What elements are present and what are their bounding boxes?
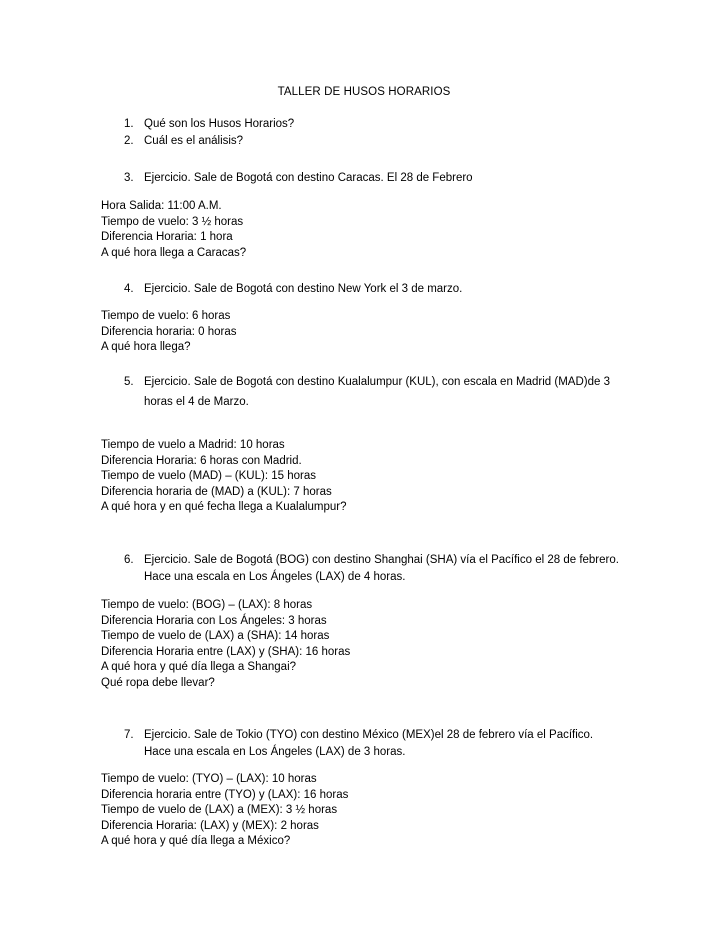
list-number: 7. [124,729,134,741]
detail-line: Tiempo de vuelo de (LAX) a (MEX): 3 ½ horas [101,804,338,816]
detail-line: Tiempo de vuelo de (LAX) a (SHA): 14 horas [101,630,330,642]
detail-line: Diferencia horaria entre (TYO) y (LAX): 16 horas [101,788,349,801]
detail-line: Tiempo de vuelo: 3 ½ horas [101,215,244,228]
detail-line: A qué hora y en qué fecha llega a Kualalumpur? [101,501,347,513]
detail-line: Qué ropa debe llevar? [101,676,215,689]
list-text-continued: Hace una escala en Los Ángeles (LAX) de 3 horas. [144,746,406,758]
exercise-5-details [101,438,347,516]
list-number: 5. [124,376,134,388]
detail-line: Hora Salida: 11:00 A.M. [101,200,222,212]
list-text: Ejercicio. Sale de Tokio (TYO) con destino México (MEX)el 28 de febrero vía el Pacífico. [144,729,594,741]
exercise-3-details [101,199,246,261]
detail-line: Tiempo de vuelo: (BOG) – (LAX): 8 horas [101,599,313,611]
list-text: Ejercicio. Sale de Bogotá con destino Caracas. El 28 de Febrero [144,172,473,184]
exercise-6-details [101,598,350,691]
list-text: Ejercicio. Sale de Bogotá con destino New York el 3 de marzo. [144,283,463,295]
list-number: 3. [124,172,134,184]
list-text-continued: horas el 4 de Marzo. [144,396,249,408]
detail-line: Tiempo de vuelo: 6 horas [101,310,231,322]
detail-line: Diferencia Horaria: 6 horas con Madrid. [101,454,302,467]
detail-line: Diferencia Horaria con Los Ángeles: 3 horas [101,614,327,627]
detail-line: A qué hora llega a Caracas? [101,246,247,259]
detail-line: Tiempo de vuelo a Madrid: 10 horas [101,439,285,451]
detail-line: Diferencia Horaria: (LAX) y (MEX): 2 horas [101,819,319,832]
list-text-continued: Hace una escala en Los Ángeles (LAX) de 4 horas. [144,571,406,583]
detail-line: Diferencia horaria: 0 horas [101,325,237,338]
page-title: TALLER DE HUSOS HORARIOS [277,86,451,98]
detail-line: Diferencia Horaria entre (LAX) y (SHA): 16 horas [101,645,351,658]
list-text: Ejercicio. Sale de Bogotá (BOG) con destino Shanghai (SHA) vía el Pacífico el 28 de febrero. [144,554,619,566]
detail-line: Tiempo de vuelo (MAD) – (KUL): 15 horas [101,470,316,482]
detail-line: A qué hora y qué día llega a México? [101,835,291,847]
detail-line: Diferencia horaria de (MAD) a (KUL): 7 horas [101,485,332,498]
exercise-4-details [101,309,237,356]
list-number: 4. [124,283,134,295]
list-text: Cuál es el análisis? [144,135,244,147]
exercise-7-details [101,772,348,850]
detail-line: Diferencia Horaria: 1 hora [101,231,233,243]
list-number: 1. [124,118,134,130]
detail-line: A qué hora y qué día llega a Shangai? [101,661,297,673]
list-text: Qué son los Husos Horarios? [144,118,295,130]
detail-line: A qué hora llega? [101,341,191,353]
list-number: 6. [124,554,134,566]
detail-line: Tiempo de vuelo: (TYO) – (LAX): 10 horas [101,773,317,785]
list-number: 2. [124,135,134,147]
list-text: Ejercicio. Sale de Bogotá con destino Kualalumpur (KUL), con escala en Madrid (MAD)de 3 [144,376,610,388]
